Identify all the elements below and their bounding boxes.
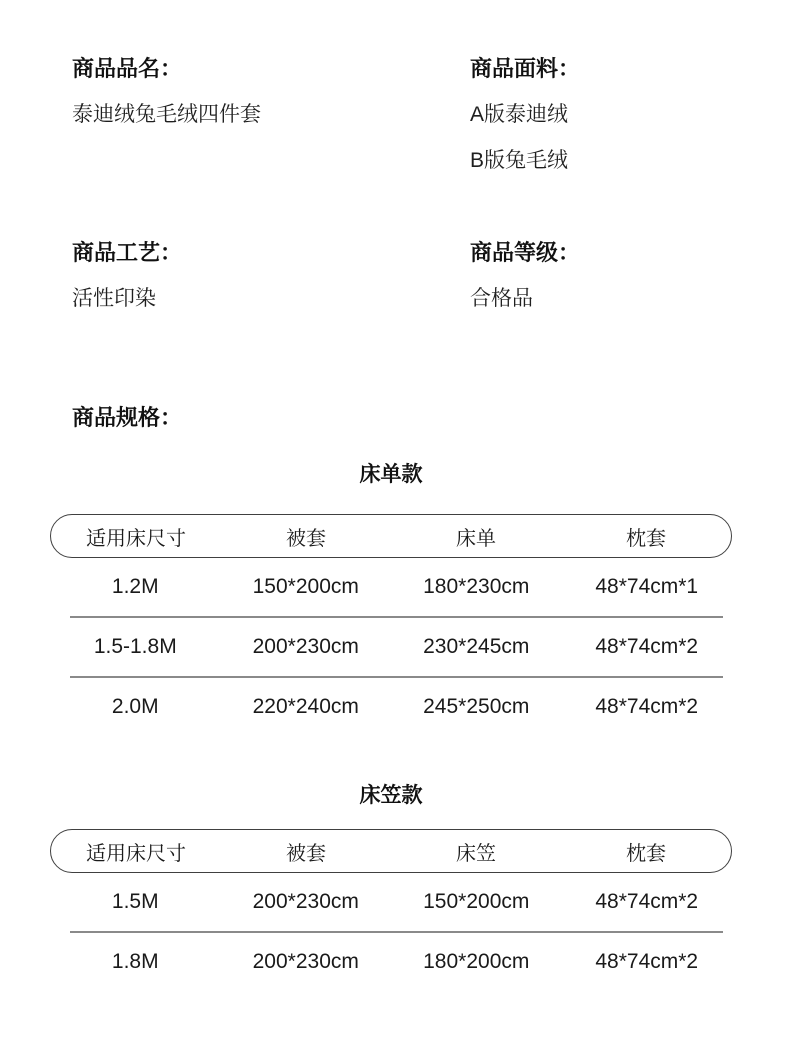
table-row bbox=[50, 558, 732, 616]
column-header-pillowcase: 枕套 bbox=[626, 842, 666, 865]
table-cell: 1.2M bbox=[111, 575, 159, 598]
section-product-craft bbox=[72, 240, 182, 312]
column-header-bed-sheet: 床单 bbox=[456, 527, 496, 550]
table-row bbox=[50, 873, 732, 931]
section-product-grade bbox=[470, 240, 580, 312]
section-product-name bbox=[72, 56, 261, 128]
product-name-value: 泰迪绒兔毛绒四件套 bbox=[72, 103, 261, 126]
table-cell: 180*230cm bbox=[423, 575, 530, 598]
column-header-duvet-cover: 被套 bbox=[286, 842, 326, 865]
product-fabric-value-b: B版兔毛绒 bbox=[470, 149, 569, 172]
column-header-fitted-sheet: 床笠 bbox=[456, 842, 496, 865]
section-product-fabric bbox=[470, 56, 580, 174]
product-name-label: 商品品名： bbox=[72, 56, 183, 81]
table-header-row bbox=[50, 514, 732, 558]
product-fabric-label: 商品面料： bbox=[470, 56, 581, 81]
spec-heading: 商品规格： bbox=[72, 405, 183, 430]
table-row bbox=[50, 618, 732, 676]
table-cell: 200*230cm bbox=[252, 950, 359, 973]
spec-table-fittedsheet bbox=[50, 829, 732, 991]
spec-table-bedsheet bbox=[50, 514, 732, 736]
column-header-duvet-cover: 被套 bbox=[286, 527, 326, 550]
table-row bbox=[50, 933, 732, 991]
table-cell: 150*200cm bbox=[252, 575, 359, 598]
table-title-bedsheet: 床单款 bbox=[359, 463, 423, 486]
table-cell: 48*74cm*2 bbox=[595, 635, 699, 658]
table-cell: 230*245cm bbox=[423, 635, 530, 658]
table-row bbox=[50, 678, 732, 736]
product-fabric-value-a: A版泰迪绒 bbox=[470, 103, 569, 126]
product-craft-label: 商品工艺： bbox=[72, 240, 183, 265]
column-header-pillowcase: 枕套 bbox=[626, 527, 666, 550]
table-cell: 48*74cm*2 bbox=[595, 890, 699, 913]
table-cell: 200*230cm bbox=[252, 635, 359, 658]
table-cell: 220*240cm bbox=[252, 695, 359, 718]
table-cell: 48*74cm*1 bbox=[595, 575, 699, 598]
table-cell: 2.0M bbox=[111, 695, 159, 718]
product-craft-value: 活性印染 bbox=[72, 287, 156, 310]
table-cell: 1.5-1.8M bbox=[93, 635, 177, 658]
column-header-bed-size: 适用床尺寸 bbox=[86, 527, 186, 550]
table-cell: 150*200cm bbox=[423, 890, 530, 913]
table-cell: 180*200cm bbox=[423, 950, 530, 973]
table-cell: 245*250cm bbox=[423, 695, 530, 718]
table-cell: 200*230cm bbox=[252, 890, 359, 913]
table-header-row bbox=[50, 829, 732, 873]
table-cell: 48*74cm*2 bbox=[595, 695, 699, 718]
product-grade-value: 合格品 bbox=[470, 287, 533, 310]
table-cell: 1.5M bbox=[111, 890, 159, 913]
table-cell: 1.8M bbox=[111, 950, 159, 973]
column-header-bed-size: 适用床尺寸 bbox=[86, 842, 186, 865]
table-title-fittedsheet: 床笠款 bbox=[359, 784, 423, 807]
product-grade-label: 商品等级： bbox=[470, 240, 581, 265]
table-cell: 48*74cm*2 bbox=[595, 950, 699, 973]
